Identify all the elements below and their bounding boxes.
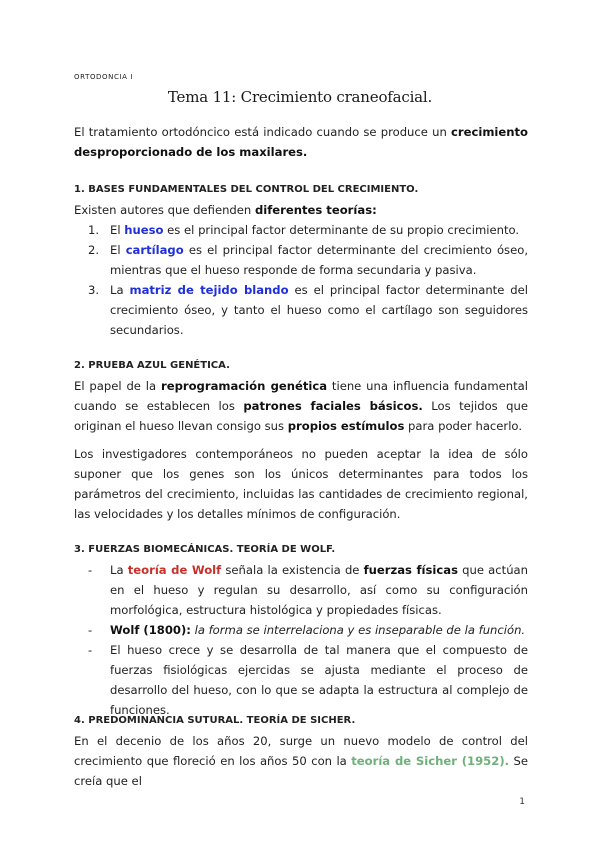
list-item	[74, 620, 528, 640]
list-item	[74, 240, 528, 280]
section-1-lead-bold: diferentes teorías:	[254, 203, 377, 217]
bold-term: fuerzas físicas	[363, 563, 458, 577]
intro-text: El tratamiento ortodóncico está indicado cuando se produce un	[74, 125, 452, 139]
text: tiene una influencia fundamental cuando se establecen los	[74, 379, 528, 413]
section-4-heading: 4. PREDOMINANCIA SUTURAL. TEORÍA DE SICHER.	[74, 715, 356, 726]
dash-bullet: -	[88, 563, 93, 577]
bold-term: reprogramación genética	[160, 379, 328, 393]
list-item	[74, 640, 528, 720]
page-number: 1	[519, 797, 525, 807]
highlight-term: hueso	[124, 223, 164, 237]
section-3-heading: 3. FUERZAS BIOMECÁNICAS. TEORÍA DE WOLF.	[74, 544, 336, 555]
text: El papel de la	[74, 379, 161, 393]
italic-text: la forma se interrelaciona y es inseparable de la función.	[190, 623, 526, 637]
text: para poder hacerlo.	[404, 419, 522, 433]
section-1-heading: 1. BASES FUNDAMENTALES DEL CONTROL DEL CRECIMIENTO.	[74, 184, 419, 195]
list-item	[74, 560, 528, 620]
section-2-heading: 2. PRUEBA AZUL GENÉTICA.	[74, 360, 230, 371]
section-3	[74, 540, 528, 720]
item-text: El	[110, 243, 126, 257]
intro-bold: crecimiento desproporcionado de los maxilares.	[74, 125, 528, 159]
item-text: La	[110, 563, 128, 577]
bold-term: patrones faciales básicos.	[243, 399, 423, 413]
bold-term: Wolf (1800):	[110, 623, 191, 637]
section-2	[74, 356, 528, 524]
item-text: La	[110, 283, 130, 297]
highlight-term: matriz de tejido blando	[129, 283, 289, 297]
section-4-paragraph	[74, 731, 528, 791]
text: Se creía que el	[74, 754, 528, 788]
item-text: El	[110, 223, 125, 237]
text: En el decenio de los años 20, surge un nuevo modelo de control del crecimiento que floreció en los años 50 con la	[74, 734, 528, 768]
running-header: ORTODONCIA I	[74, 73, 134, 81]
section-2-paragraph-1	[74, 376, 528, 436]
item-text: es el principal factor determinante del crecimiento óseo, y tanto el hueso como el cartílago son seguidores secundarios.	[110, 283, 528, 337]
item-text: que actúan en el hueso y regulan su desarrollo, así como su configuración morfológica, estructura histológica y propiedades físicas.	[110, 563, 528, 617]
list-number: 3.	[88, 283, 100, 297]
page-title: Tema 11: Crecimiento craneofacial.	[167, 88, 433, 106]
section-1-lead: Existen autores que defienden	[74, 203, 255, 217]
list-item	[74, 220, 528, 240]
highlight-term: teoría de Wolf	[127, 563, 222, 577]
list-item	[74, 280, 528, 340]
section-4	[74, 711, 528, 791]
wolf-list	[74, 560, 528, 720]
theories-list	[74, 220, 528, 340]
list-number: 1.	[88, 223, 100, 237]
text: Los tejidos que originan el hueso llevan consigo sus	[74, 399, 528, 433]
intro-paragraph	[74, 122, 528, 162]
list-number: 2.	[88, 243, 100, 257]
item-text: El hueso crece y se desarrolla de tal manera que el compuesto de fuerzas fisiológicas ejercidas se ajusta mediante el proceso de desarrollo del hueso, con lo que se adapta la estructura al complejo de funciones.	[110, 643, 528, 717]
item-text: es el principal factor determinante de su propio crecimiento.	[163, 223, 520, 237]
item-text: es el principal factor determinante del crecimiento óseo, mientras que el hueso responde de forma secundaria y pasiva.	[110, 243, 528, 277]
section-1	[74, 180, 528, 340]
item-text: señala la existencia de	[221, 563, 364, 577]
highlight-term: teoría de Sicher (1952).	[351, 754, 510, 768]
section-2-paragraph-2: Los investigadores contemporáneos no pueden aceptar la idea de sólo suponer que los genes son los únicos determinantes para todos los parámetros del crecimiento, incluidas las cantidades de crecimiento regional, las velocidades y los detalles mínimos de configuración.	[74, 447, 528, 521]
highlight-term: cartílago	[125, 243, 184, 257]
dash-bullet: -	[88, 643, 93, 657]
dash-bullet: -	[88, 623, 93, 637]
bold-term: propios estímulos	[287, 419, 405, 433]
